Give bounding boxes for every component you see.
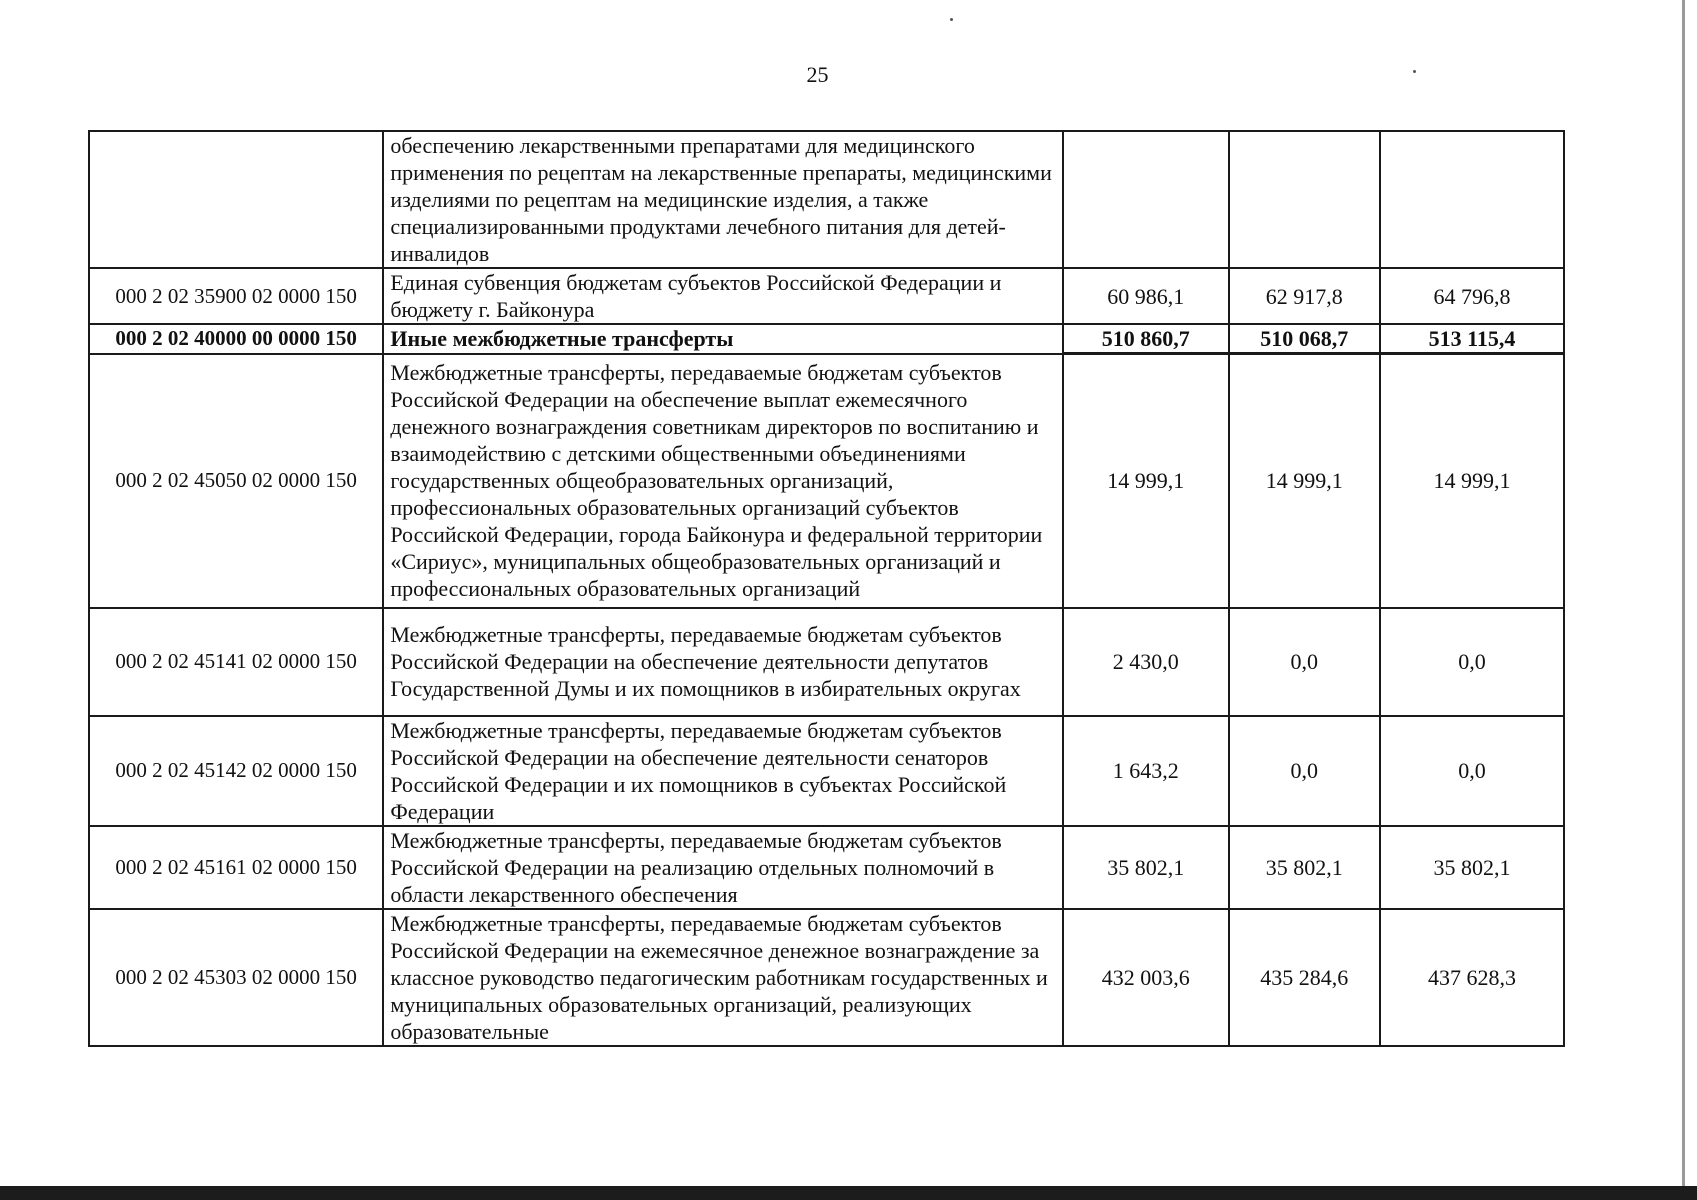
row-description: Межбюджетные трансферты, передаваемые бюджетам субъектов Российской Федерации на обеспечение деятельности депутатов Государственной Думы и их помощников в избирательных округах	[383, 608, 1063, 716]
amount-col-3: 14 999,1	[1380, 354, 1564, 608]
table-row	[89, 826, 1564, 909]
table-row	[89, 716, 1564, 826]
amount-col-1: 2 430,0	[1063, 608, 1229, 716]
amount-col-1	[1063, 131, 1229, 268]
amount-col-3: 513 115,4	[1380, 324, 1564, 354]
budget-code: 000 2 02 35900 02 0000 150	[89, 268, 383, 324]
page-number: 25	[806, 62, 829, 87]
amount-col-2: 0,0	[1229, 608, 1381, 716]
amount-col-2: 435 284,6	[1229, 909, 1381, 1046]
budget-code: 000 2 02 45141 02 0000 150	[89, 608, 383, 716]
budget-code: 000 2 02 45161 02 0000 150	[89, 826, 383, 909]
amount-col-3: 0,0	[1380, 716, 1564, 826]
amount-col-1: 35 802,1	[1063, 826, 1229, 909]
amount-col-1: 14 999,1	[1063, 354, 1229, 608]
budget-code	[89, 131, 383, 268]
amount-col-3	[1380, 131, 1564, 268]
amount-col-2: 510 068,7	[1229, 324, 1381, 354]
amount-col-2: 0,0	[1229, 716, 1381, 826]
table-row	[89, 131, 1564, 268]
row-description: Межбюджетные трансферты, передаваемые бюджетам субъектов Российской Федерации на обеспечение деятельности сенаторов Российской Федерации и их помощников в субъектах Российской Федерации	[383, 716, 1063, 826]
row-description: Межбюджетные трансферты, передаваемые бюджетам субъектов Российской Федерации на ежемесячное денежное вознаграждение за классное руководство педагогическим работникам государственных и муниципальных образовательных организаций, реализующих образовательные	[383, 909, 1063, 1046]
budget-code: 000 2 02 45050 02 0000 150	[89, 354, 383, 608]
table-row-total	[89, 324, 1564, 354]
amount-col-2: 14 999,1	[1229, 354, 1381, 608]
scan-speck	[1413, 70, 1416, 73]
amount-col-3: 0,0	[1380, 608, 1564, 716]
amount-col-1: 510 860,7	[1063, 324, 1229, 354]
scan-bottom-edge	[0, 1186, 1697, 1200]
amount-col-1: 1 643,2	[1063, 716, 1229, 826]
amount-col-3: 64 796,8	[1380, 268, 1564, 324]
budget-code: 000 2 02 40000 00 0000 150	[89, 324, 383, 354]
budget-code: 000 2 02 45303 02 0000 150	[89, 909, 383, 1046]
table-row	[89, 909, 1564, 1046]
amount-col-2: 62 917,8	[1229, 268, 1381, 324]
amount-col-1: 60 986,1	[1063, 268, 1229, 324]
row-description: Межбюджетные трансферты, передаваемые бюджетам субъектов Российской Федерации на обеспечение выплат ежемесячного денежного вознаграждения советникам директоров по воспитанию и взаимодействию с детскими общественными объединениями государственных общеобразовательных организаций, профессиональных образовательных организаций субъектов Российской Федерации, города Байконура и федеральной территории «Сириус», муниципальных общеобразовательных организаций и профессиональных образовательных организаций	[383, 354, 1063, 608]
scan-speck	[950, 18, 953, 21]
amount-col-2	[1229, 131, 1381, 268]
budget-table	[88, 130, 1565, 1047]
budget-code: 000 2 02 45142 02 0000 150	[89, 716, 383, 826]
row-description: Иные межбюджетные трансферты	[383, 324, 1063, 354]
scan-edge-line	[1682, 0, 1685, 1200]
row-description: обеспечению лекарственными препаратами для медицинского применения по рецептам на лекарственные препараты, медицинскими изделиями по рецептам на медицинские изделия, а также специализированными продуктами лечебного питания для детей-инвалидов	[383, 131, 1063, 268]
amount-col-2: 35 802,1	[1229, 826, 1381, 909]
amount-col-3: 35 802,1	[1380, 826, 1564, 909]
row-description: Единая субвенция бюджетам субъектов Российской Федерации и бюджету г. Байконура	[383, 268, 1063, 324]
table-row	[89, 354, 1564, 608]
row-description: Межбюджетные трансферты, передаваемые бюджетам субъектов Российской Федерации на реализацию отдельных полномочий в области лекарственного обеспечения	[383, 826, 1063, 909]
amount-col-1: 432 003,6	[1063, 909, 1229, 1046]
amount-col-3: 437 628,3	[1380, 909, 1564, 1046]
table-row	[89, 268, 1564, 324]
table-row	[89, 608, 1564, 716]
